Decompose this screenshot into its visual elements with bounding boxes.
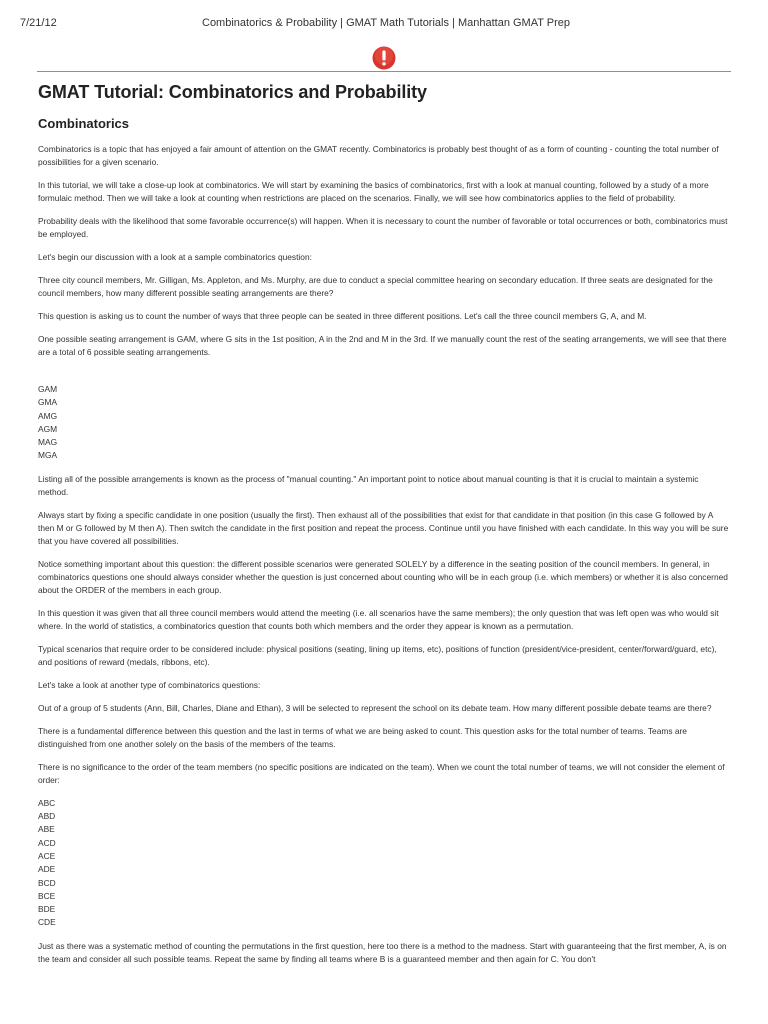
alert-icon-dot bbox=[382, 62, 385, 65]
list-item: AMG bbox=[38, 410, 58, 421]
list-item: ABD bbox=[38, 811, 56, 822]
paragraph: There is a fundamental difference between this question and the last in terms of what we are being asked to count. This question asks for the total number of teams. Teams are distinguished from one another solely on the basis of the members of the teams. bbox=[38, 725, 687, 749]
list-item: AGM bbox=[38, 423, 58, 434]
list-item: ACE bbox=[38, 850, 56, 861]
paragraph: Combinatorics is a topic that has enjoyed a fair amount of attention on the GMAT recently. Combinatorics is probably best thought of as a form of counting - counting the total number of possibilities for a given scenario. bbox=[38, 144, 719, 167]
paragraph: Three city council members, Mr. Gilligan, Ms. Appleton, and Ms. Murphy, are due to conduct a special committee hearing on secondary education. If three seats are designated for the council members, how many different possible seating arrangements are there? bbox=[38, 275, 713, 298]
list-item: GAM bbox=[38, 384, 58, 394]
header-divider bbox=[37, 71, 731, 72]
seating-arrangement-list bbox=[38, 383, 730, 463]
list-item: ACD bbox=[38, 837, 56, 848]
alert-icon[interactable] bbox=[372, 46, 396, 70]
alert-icon-bar bbox=[382, 51, 385, 61]
paragraph: Notice something important about this question: the different possible scenarios were generated SOLELY by a difference in the seating position of the council members. In general, in combinatorics questions one should always consider whether the question is just concerned about counting who will be in each group (i.e. which members) or whether it is also concerned about the ORDER of the members in each group. bbox=[38, 558, 728, 595]
paragraph: In this question it was given that all three council members would attend the meeting (i.e. all scenarios have the same members); the only question that was left open was who would sit where. In the world of statistics, a combinatorics question that counts both which members and the order they appear is known as a permutation. bbox=[38, 607, 719, 631]
list-item: MGA bbox=[38, 450, 58, 461]
list-item: GMA bbox=[38, 397, 58, 408]
list-item: ADE bbox=[38, 864, 56, 875]
list-item: BCE bbox=[38, 890, 56, 901]
section-heading: Combinatorics bbox=[38, 116, 130, 131]
list-item: ABC bbox=[38, 797, 56, 808]
paragraph: Out of a group of 5 students (Ann, Bill, Charles, Diane and Ethan), 3 will be selected to represent the school on its debate team. How many different possible debate teams are there? bbox=[38, 702, 712, 713]
print-page-title: Combinatorics & Probability | GMAT Math Tutorials | Manhattan GMAT Prep bbox=[202, 17, 571, 29]
paragraph: Probability deals with the likelihood that some favorable occurrence(s) will happen. When it is necessary to count the number of favorable or total occurrences or both, combinatorics must be employed. bbox=[38, 216, 728, 239]
paragraph: Always start by fixing a specific candidate in one position (usually the first). Then exhaust all of the possibilities that exist for that candidate in that position (in this case G followed by A then M or G followed by M then A). Then switch the candidate in the first position and repeat the process. Continue until you have finished with each candidate. In this way you will be sure that you have covered all possibilities. bbox=[38, 509, 729, 546]
article-title: GMAT Tutorial: Combinatorics and Probability bbox=[38, 82, 427, 102]
list-item: CDE bbox=[38, 917, 56, 928]
print-date: 7/21/12 bbox=[20, 17, 57, 29]
list-item: MAG bbox=[38, 437, 58, 448]
paragraph: In this tutorial, we will take a close-up look at combinatorics. We will start by examining the basics of combinatorics, first with a look at manual counting, followed by a study of a more formulaic method. Then we will take a look at counting when restrictions are placed on the scenarios. Finally, we will see how combinatorics applies to the field of probability. bbox=[38, 180, 709, 203]
article-body bbox=[38, 82, 730, 976]
paragraph: Typical scenarios that require order to be considered include: physical positions (seating, lining up items, etc), positions of function (president/vice-president, center/forward/guard, etc), and positions of reward (medals, ribbons, etc). bbox=[38, 643, 717, 667]
paragraph: Let's begin our discussion with a look at a sample combinatorics question: bbox=[38, 252, 312, 262]
paragraph: There is no significance to the order of the team members (no specific positions are indicated on the team). When we count the total number of teams, we will not consider the element of order: bbox=[38, 761, 725, 785]
list-item: BCD bbox=[38, 877, 56, 888]
list-item: ABE bbox=[38, 824, 55, 835]
team-list bbox=[38, 797, 730, 930]
list-item: BDE bbox=[38, 904, 56, 915]
paragraph: One possible seating arrangement is GAM, where G sits in the 1st position, A in the 2nd and M in the 3rd. If we manually count the rest of the seating arrangements, we will see that there are a total of 6 possible seating arrangements. bbox=[38, 334, 727, 357]
paragraph: Let's take a look at another type of combinatorics questions: bbox=[38, 679, 261, 690]
paragraph: This question is asking us to count the number of ways that three people can be seated in three different positions. Let's call the three council members G, A, and M. bbox=[38, 311, 647, 321]
paragraph: Just as there was a systematic method of counting the permutations in the first question, here too there is a method to the madness. Start with guaranteeing that the first member, A, is on the team and consider all such possible teams. Repeat the same by finding all teams where B is a guaranteed member and then again for C. You don't bbox=[38, 940, 727, 964]
paragraph: Listing all of the possible arrangements is known as the process of "manual counting." An important point to notice about manual counting is that it is crucial to maintain a systemic method. bbox=[38, 473, 699, 497]
